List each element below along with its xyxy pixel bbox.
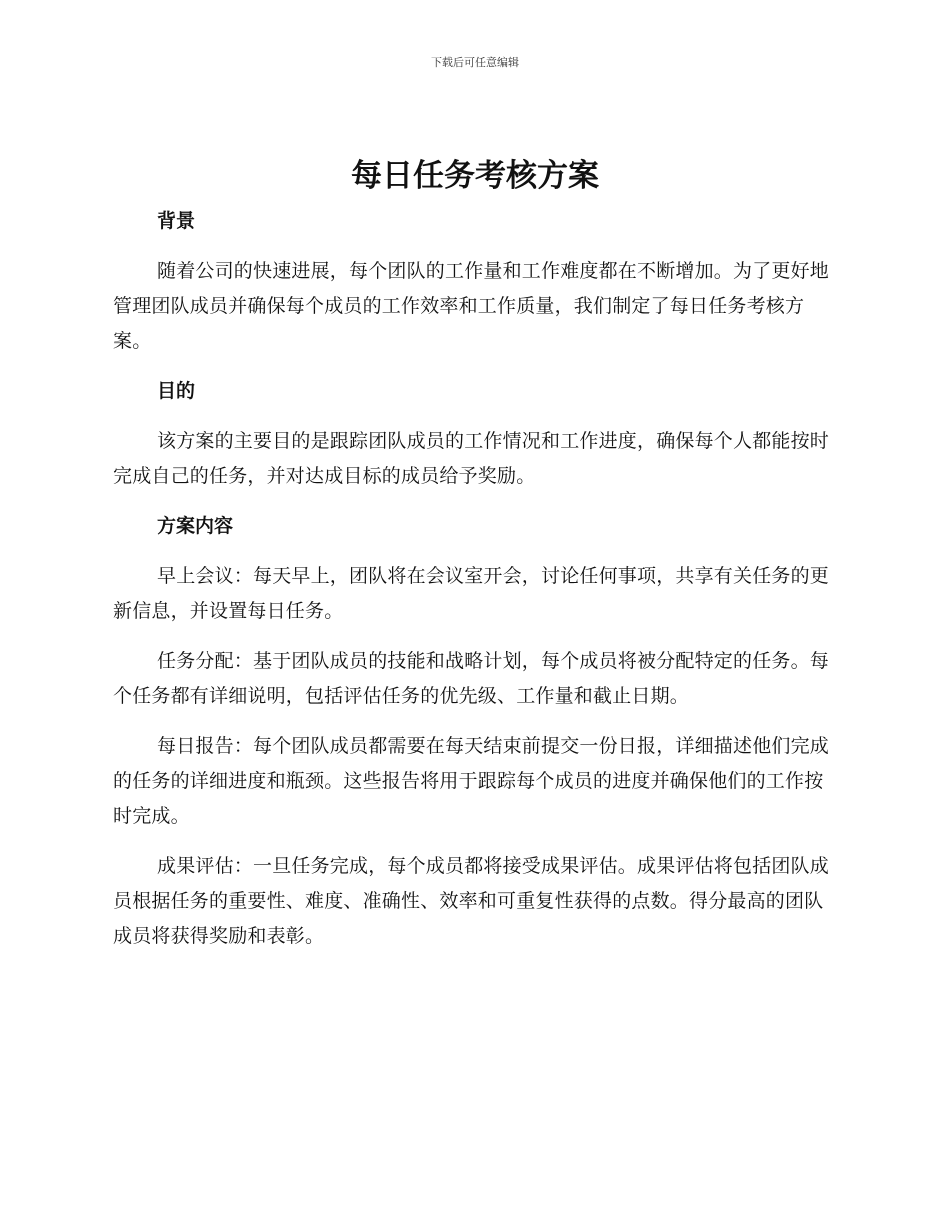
plan-item-result-evaluation: 成果评估：一旦任务完成，每个成员都将接受成果评估。成果评估将包括团队成员根据任务的重要性、难度、准确性、效率和可重复性获得的点数。得分最高的团队成员将获得奖励和表彰。: [113, 855, 830, 947]
document-title: 每日任务考核方案: [351, 158, 599, 194]
plan-item-task-assignment: 任务分配：基于团队成员的技能和战略计划，每个成员将被分配特定的任务。每个任务都有详细说明，包括评估任务的优先级、工作量和截止日期。: [113, 650, 830, 707]
plan-item-morning-meeting: 早上会议：每天早上，团队将在会议室开会，讨论任何事项，共享有关任务的更新信息，并设置每日任务。: [113, 565, 830, 622]
purpose-paragraph: 该方案的主要目的是跟踪团队成员的工作情况和工作进度，确保每个人都能按时完成自己的任务，并对达成目标的成员给予奖励。: [113, 430, 830, 487]
document-body: [113, 204, 833, 954]
section-heading-plan-content: 方案内容: [157, 515, 234, 537]
section-heading-purpose: 目的: [157, 380, 196, 402]
background-paragraph: 随着公司的快速进展，每个团队的工作量和工作难度都在不断增加。为了更好地管理团队成员并确保每个成员的工作效率和工作质量，我们制定了每日任务考核方案。: [113, 260, 830, 352]
section-heading-background: 背景: [157, 210, 196, 232]
header-note: 下载后可任意编辑: [431, 56, 519, 69]
plan-item-daily-report: 每日报告：每个团队成员都需要在每天结束前提交一份日报，详细描述他们完成的任务的详细进度和瓶颈。这些报告将用于跟踪每个成员的进度并确保他们的工作按时完成。: [113, 735, 830, 827]
